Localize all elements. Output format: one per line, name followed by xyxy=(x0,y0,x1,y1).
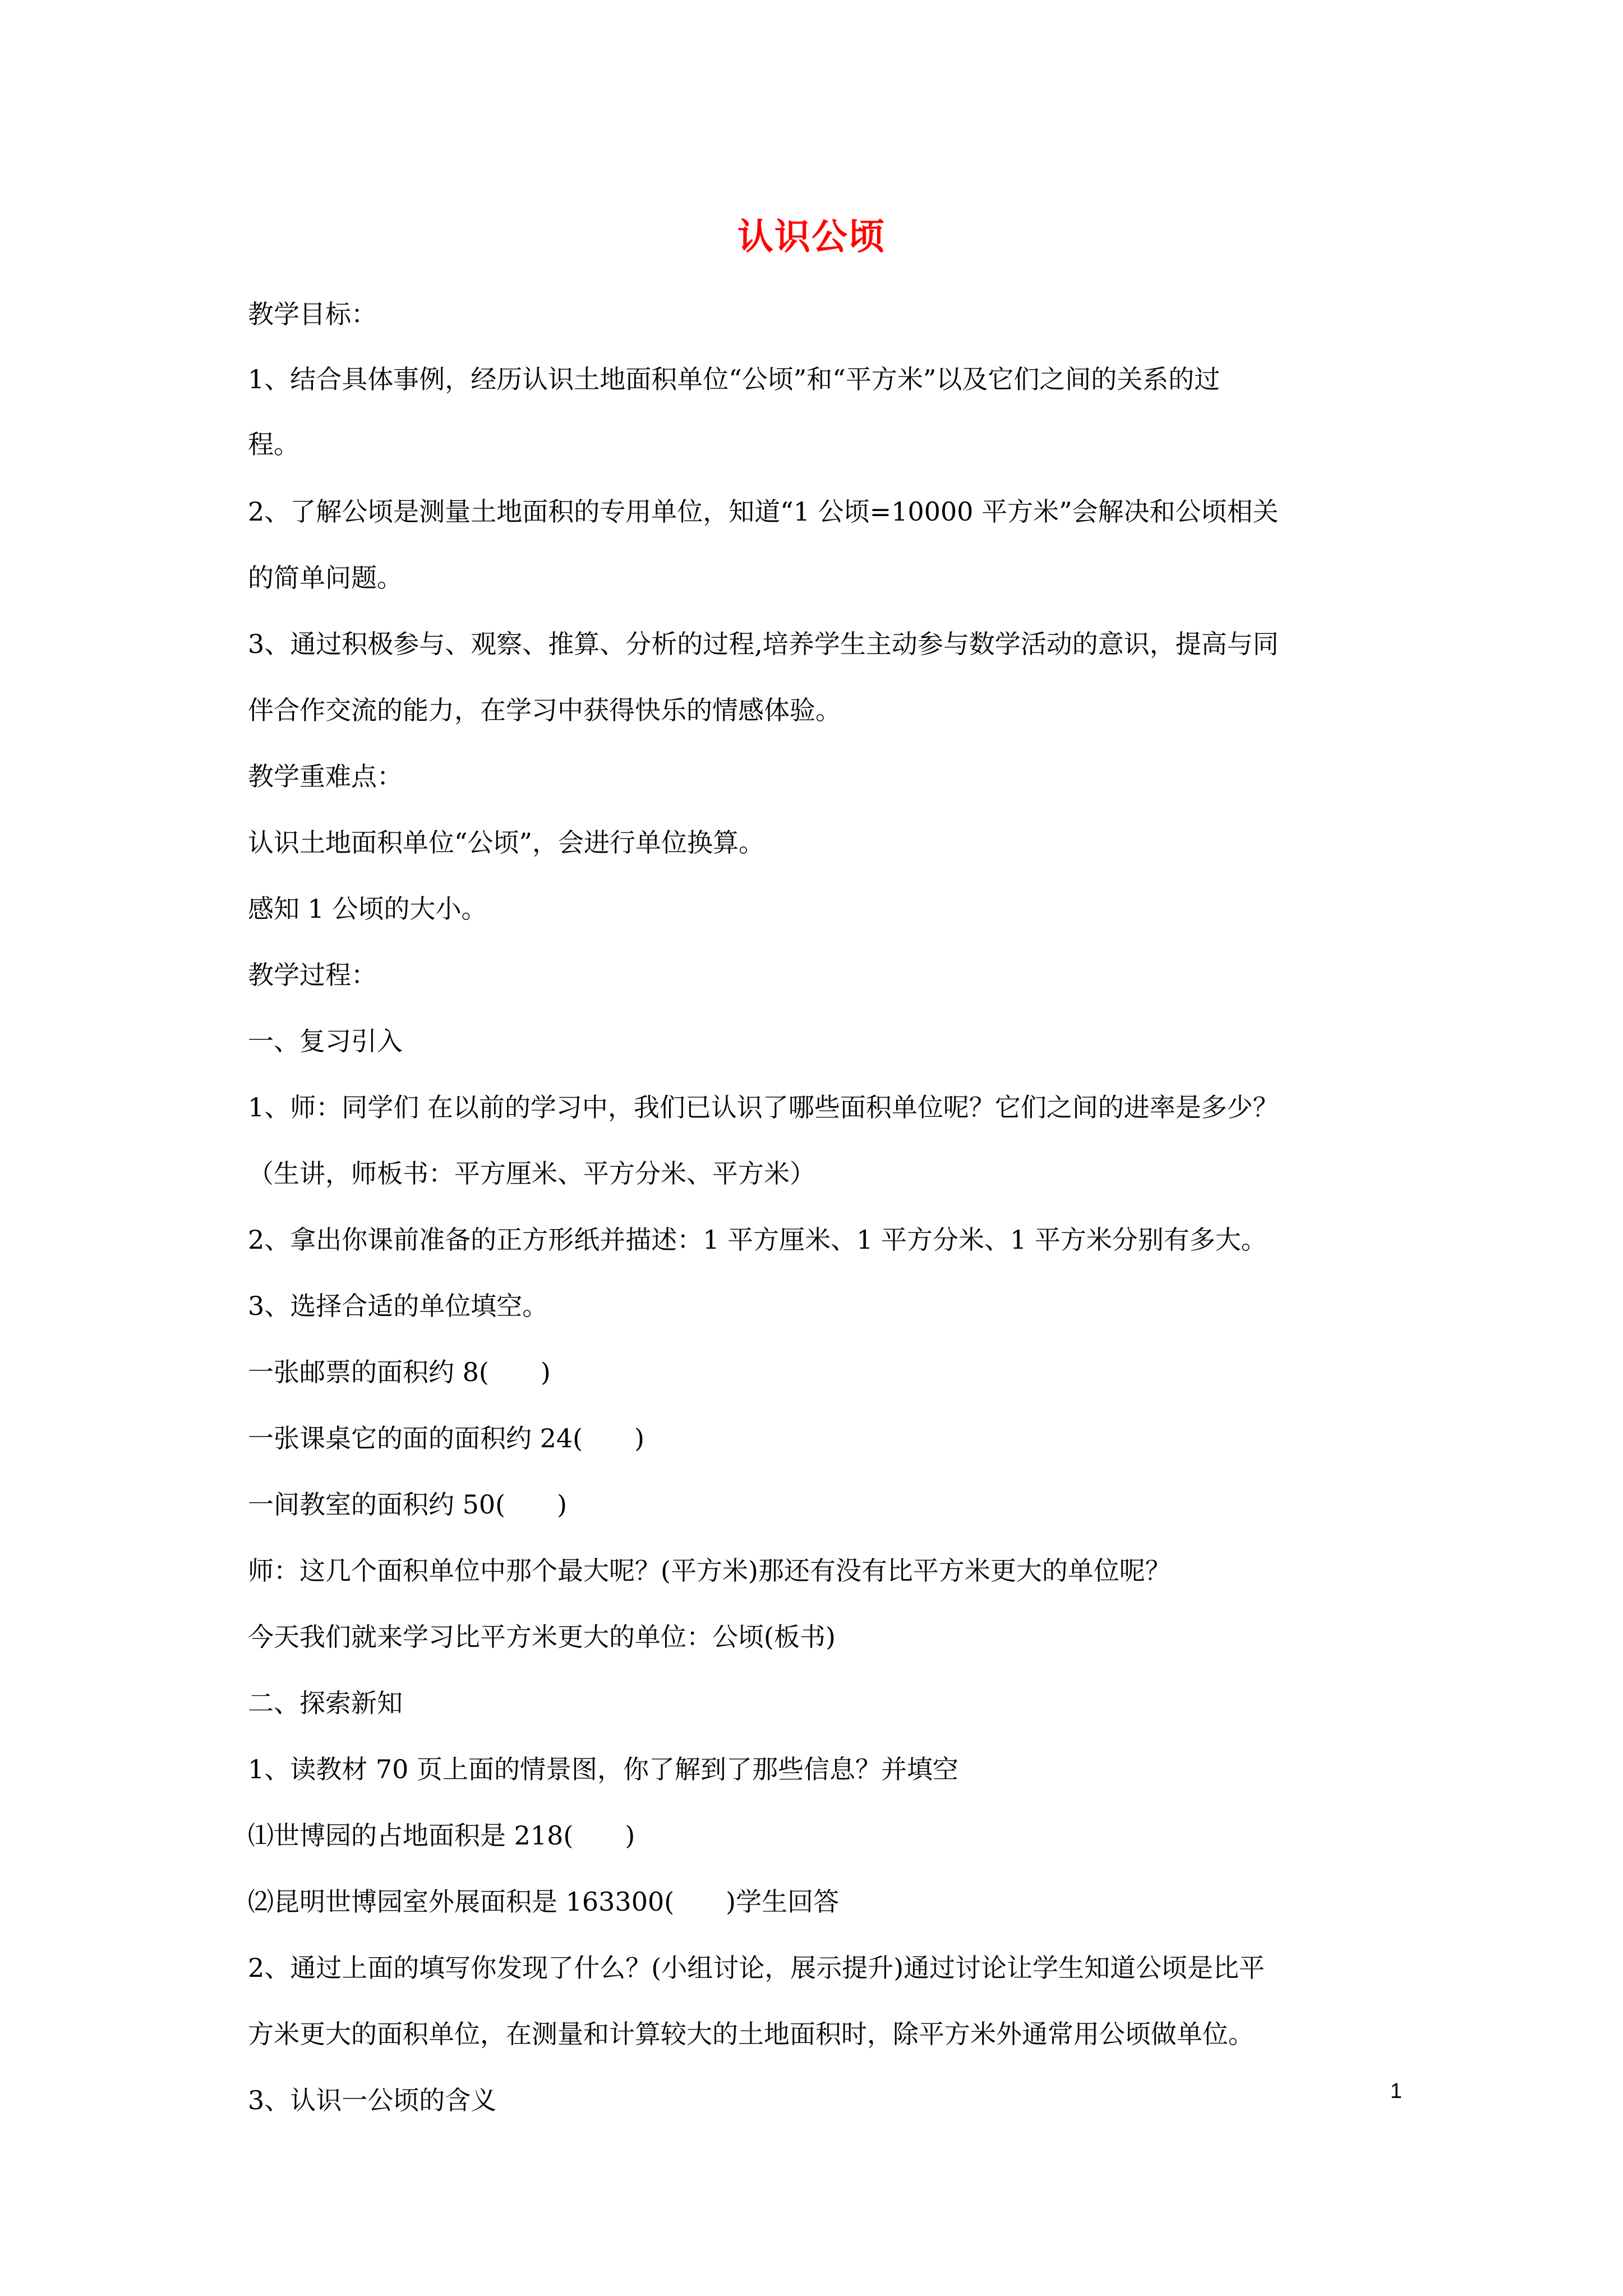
subsection-heading: 二、探索新知 xyxy=(248,1688,403,1718)
document-title: 认识公顷 xyxy=(737,216,886,258)
fill-blank-line: 一张邮票的面积约 8( ) xyxy=(248,1357,551,1387)
subsection-heading: 一、复习引入 xyxy=(248,1026,403,1056)
section-heading-process: 教学过程： xyxy=(248,960,377,990)
body-line: 1、读教材 70 页上面的情景图，你了解到了那些信息？并填空 xyxy=(248,1754,959,1784)
body-line: 3、认识一公顷的含义 xyxy=(248,2085,497,2115)
body-line: 伴合作交流的能力，在学习中获得快乐的情感体验。 xyxy=(248,695,841,725)
body-line: 感知 1 公顷的大小。 xyxy=(248,894,487,924)
body-line: 认识土地面积单位“公顷”，会进行单位换算。 xyxy=(248,827,765,858)
body-line: 2、通过上面的填写你发现了什么？(小组讨论，展示提升)通过讨论让学生知道公顷是比平 xyxy=(248,1953,1265,1983)
body-line: （生讲，师板书：平方厘米、平方分米、平方米） xyxy=(248,1158,815,1189)
body-line: 2、拿出你课前准备的正方形纸并描述：1 平方厘米、1 平方分米、1 平方米分别有多大。 xyxy=(248,1225,1267,1255)
body-line: 1、师：同学们 在以前的学习中，我们已认识了哪些面积单位呢？它们之间的进率是多少？ xyxy=(248,1092,1279,1122)
fill-blank-line: 一张课桌它的面的面积约 24( ) xyxy=(248,1423,645,1453)
fill-blank-line: ⑵昆明世博园室外展面积是 163300( )学生回答 xyxy=(248,1887,840,1917)
body-line: 1、结合具体事例，经历认识土地面积单位“公顷”和“平方米”以及它们之间的关系的过 xyxy=(248,364,1220,394)
body-line: 2、了解公顷是测量土地面积的专用单位，知道“1 公顷=10000 平方米”会解决和公顷相关 xyxy=(248,496,1279,527)
body-line: 3、通过积极参与、观察、推算、分析的过程,培养学生主动参与数学活动的意识，提高与同 xyxy=(248,629,1279,659)
fill-blank-line: ⑴世博园的占地面积是 218( ) xyxy=(248,1820,635,1851)
fill-blank-line: 一间教室的面积约 50( ) xyxy=(248,1489,568,1520)
body-line: 3、选择合适的单位填空。 xyxy=(248,1291,548,1321)
section-heading-key-points: 教学重难点： xyxy=(248,761,403,792)
body-line: 今天我们就来学习比平方米更大的单位：公顷(板书) xyxy=(248,1622,836,1652)
body-line: 方米更大的面积单位，在测量和计算较大的土地面积时，除平方米外通常用公顷做单位。 xyxy=(248,2019,1254,2049)
body-line: 程。 xyxy=(248,429,299,459)
body-line: 的简单问题。 xyxy=(248,563,403,593)
page-number: 1 xyxy=(1390,2079,1402,2103)
section-heading-objectives: 教学目标： xyxy=(248,299,377,329)
body-line: 师：这几个面积单位中那个最大呢？(平方米)那还有没有比平方米更大的单位呢？ xyxy=(248,1556,1171,1586)
